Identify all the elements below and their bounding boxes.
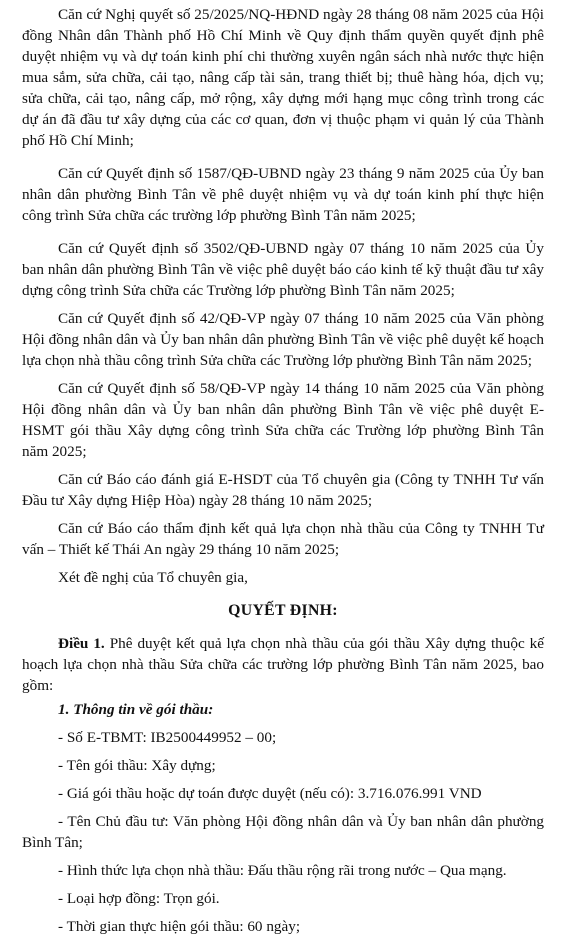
article-1-text: Phê duyệt kết quả lựa chọn nhà thầu của gói thầu Xây dựng thuộc kế hoạch lựa chọn nhà thầu Sửa chữa các trường lớp phường Bình Tân năm 2025, bao gồm:	[22, 635, 544, 694]
proposal-line: Xét đề nghị của Tổ chuyên gia,	[58, 569, 248, 586]
recital-appraisal-report: Căn cứ Báo cáo thẩm định kết quả lựa chọn nhà thầu của Công ty TNHH Tư vấn – Thiết kế Thái An ngày 29 tháng 10 năm 2025;	[22, 520, 544, 558]
recital-evaluation-report: Căn cứ Báo cáo đánh giá E-HSDT của Tổ chuyên gia (Công ty TNHH Tư vấn Đầu tư Xây dựng Hiệp Hòa) ngày 28 tháng 10 năm 2025;	[22, 471, 544, 509]
recital-decision-3502: Căn cứ Quyết định số 3502/QĐ-UBND ngày 07 tháng 10 năm 2025 của Ủy ban nhân dân phường Bình Tân về việc phê duyệt báo cáo kinh tế kỹ thuật đầu tư xây dựng công trình Sửa chữa các Trường lớp phường Bình Tân năm 2025;	[22, 240, 544, 299]
recital-decision-42: Căn cứ Quyết định số 42/QĐ-VP ngày 07 tháng 10 năm 2025 của Văn phòng Hội đồng nhân dân và Ủy ban nhân dân phường Bình Tân về việc phê duyệt kế hoạch lựa chọn nhà thầu công trình Sửa chữa các Trường lớp phường Bình Tân năm 2025;	[22, 310, 544, 369]
article-1-label: Điều 1.	[58, 635, 105, 652]
info-package-price: - Giá gói thầu hoặc dự toán được duyệt (nếu có): 3.716.076.991 VND	[58, 785, 482, 802]
info-contract-type: - Loại hợp đồng: Trọn gói.	[58, 890, 220, 907]
info-etbmt-number: - Số E-TBMT: IB2500449952 – 00;	[58, 729, 277, 746]
info-selection-method: - Hình thức lựa chọn nhà thầu: Đấu thầu rộng rãi trong nước – Qua mạng.	[58, 862, 507, 879]
recital-resolution-25: Căn cứ Nghị quyết số 25/2025/NQ-HĐND ngày 28 tháng 08 năm 2025 của Hội đồng Nhân dân Thành phố Hồ Chí Minh về Quy định thẩm quyền quyết định phê duyệt nhiệm vụ và dự toán kinh phí chi thường xuyên ngân sách nhà nước thực hiện mua sắm, sửa chữa, cải tạo, nâng cấp tài sản, trang thiết bị; thuê hàng hóa, dịch vụ; sửa chữa, cải tạo, nâng cấp, mở rộng, xây dựng mới hạng mục công trình trong các dự án đã đầu tư xây dựng của các cơ quan, đơn vị thuộc phạm vi quản lý của Thành phố Hồ Chí Minh;	[22, 6, 544, 149]
recital-decision-58: Căn cứ Quyết định số 58/QĐ-VP ngày 14 tháng 10 năm 2025 của Văn phòng Hội đồng nhân dân và Ủy ban nhân dân phường Bình Tân về việc phê duyệt E-HSMT gói thầu Xây dựng công trình Sửa chữa các Trường lớp phường Bình Tân năm 2025;	[22, 380, 544, 460]
recital-decision-1587: Căn cứ Quyết định số 1587/QĐ-UBND ngày 23 tháng 9 năm 2025 của Ủy ban nhân dân phường Bình Tân về phê duyệt nhiệm vụ và dự toán kinh phí thực hiện công trình Sửa chữa các trường lớp phường Bình Tân năm 2025;	[22, 165, 544, 224]
info-package-name: - Tên gói thầu: Xây dựng;	[58, 757, 216, 774]
article-1	[22, 633, 544, 696]
decision-title: QUYẾT ĐỊNH:	[228, 602, 338, 619]
info-investor: - Tên Chủ đầu tư: Văn phòng Hội đồng nhân dân và Ủy ban nhân dân phường Bình Tân;	[22, 813, 544, 851]
section-1-heading: 1. Thông tin về gói thầu:	[58, 701, 214, 718]
info-duration: - Thời gian thực hiện gói thầu: 60 ngày;	[58, 918, 301, 935]
